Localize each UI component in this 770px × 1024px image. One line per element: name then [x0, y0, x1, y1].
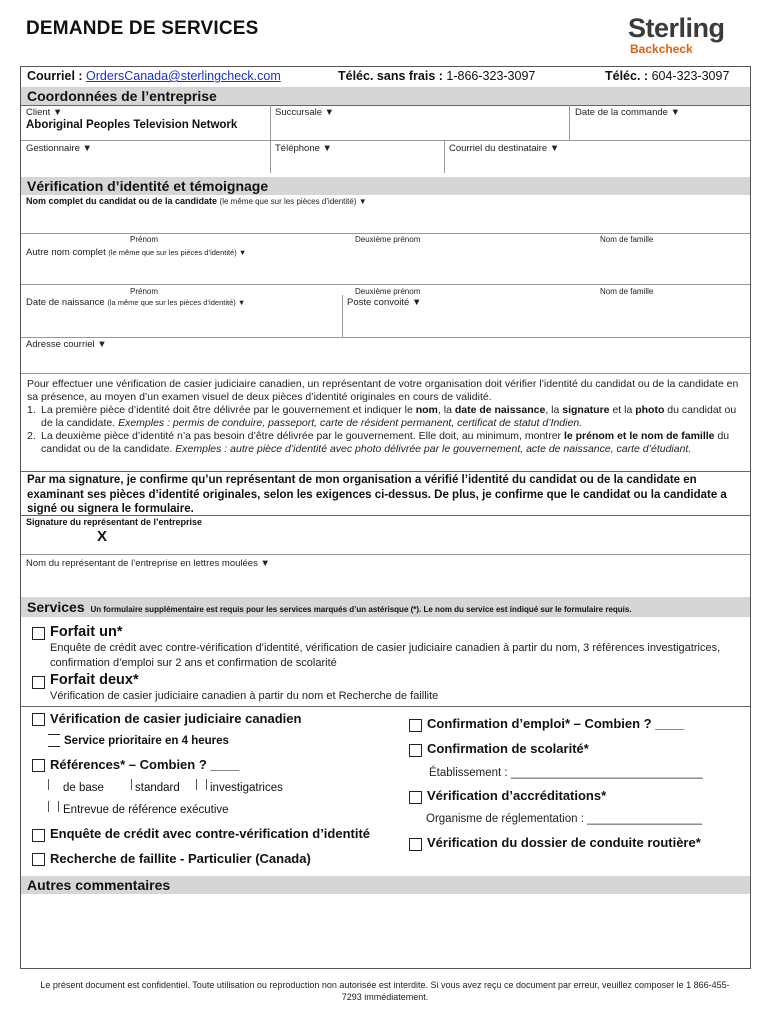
ref-exec-label: Entrevue de référence exécutive: [63, 804, 229, 816]
id-item-2: 2. La deuxième pièce d’identité n’a pas besoin d’être délivrée par le gouvernement. Elle doit, au minimum, montrer le prénom et le nom de famille du candidat ou de la candidate. Exemples : autre pièce d’identité avec photo délivrée par le gouvernement, acte de naissance, carte d’étudiant.: [27, 430, 730, 455]
references-label: Références* – Combien ? ____: [50, 757, 240, 772]
item1-photo: photo: [635, 404, 665, 416]
company-section-header: Coordonnées de l’entreprise: [21, 87, 750, 105]
services-note: Un formulaire supplémentaire est requis pour les services marqués d’un astérisque (*). Le nom du service est indiqué sur le formulaire requis.: [90, 605, 632, 614]
client-label: Client ▼: [26, 107, 63, 118]
item1-sep3: et la: [612, 404, 633, 416]
candidate-email-label[interactable]: Adresse courriel ▼: [26, 339, 107, 350]
education-checkbox[interactable]: [409, 744, 422, 757]
identity-section-header: Vérification d’identité et témoignage: [21, 177, 750, 195]
priority-checkbox-stub[interactable]: [48, 734, 60, 735]
logo-sub-text: Backcheck: [630, 42, 693, 56]
education-label: Confirmation de scolarité*: [427, 741, 589, 756]
item1-signature: signature: [562, 404, 610, 416]
item1-post: du candidat ou de la candidate.: [41, 404, 737, 429]
item1-name: nom: [415, 404, 438, 416]
first-name-sublabel: Prénom: [130, 235, 159, 244]
institution-field[interactable]: Établissement : ______________________________: [429, 767, 703, 779]
ref-basic-checkbox[interactable]: [48, 779, 49, 790]
dob-label-text: Date de naissance: [26, 297, 105, 308]
confidentiality-footer: Le présent document est confidentiel. Toute utilisation ou reproduction non autorisée est interdite. Si vous avez reçu ce document par erreur, veuillez composer le 1 866-455-7293 immédiatement.: [40, 980, 730, 1002]
bankruptcy-label: Recherche de faillite - Particulier (Canada): [50, 851, 311, 866]
fax-label: Téléc. :: [605, 69, 649, 83]
package1-label: Forfait un*: [50, 624, 123, 640]
item1-pre: La première pièce d’identité doit être délivrée par le gouvernement et indiquer le: [41, 404, 413, 416]
package2-description: Vérification de casier judiciaire canadien à partir du nom et Recherche de faillite: [50, 690, 439, 702]
bankruptcy-checkbox[interactable]: [32, 853, 45, 866]
id-instructions: [27, 378, 745, 456]
full-name-note[interactable]: (le même que sur les pièces d’identité) ▼: [219, 197, 367, 206]
id-item-1: 1. La première pièce d’identité doit être délivrée par le gouvernement et indiquer le nom, la date de naissance, la signature et la photo du candidat ou de la candidate. Exemples : permis de conduire, passeport, carte de résident permanent, certificat de statut d’Indien.: [27, 404, 737, 429]
dob-label[interactable]: [26, 297, 245, 308]
services-title: Services: [27, 599, 85, 615]
ref-exec-checkbox-edge: [58, 801, 59, 812]
contact-email: [27, 69, 281, 83]
client-value[interactable]: Aboriginal Peoples Television Network: [26, 119, 238, 131]
references-checkbox[interactable]: [32, 759, 45, 772]
page-title: DEMANDE DE SERVICES: [26, 18, 259, 39]
credentials-checkbox[interactable]: [409, 791, 422, 804]
credit-checkbox[interactable]: [32, 829, 45, 842]
package2-label: Forfait deux*: [50, 672, 139, 688]
driving-record-label: Vérification du dossier de conduite routière*: [427, 835, 701, 850]
order-date-label[interactable]: Date de la commande ▼: [575, 107, 680, 118]
other-last-sublabel: Nom de famille: [600, 287, 654, 296]
print-name-label[interactable]: Nom du représentant de l’entreprise en lettres moulées ▼: [26, 558, 270, 569]
full-name-label: [26, 196, 367, 206]
ref-standard-checkbox[interactable]: [131, 779, 132, 790]
driving-record-checkbox[interactable]: [409, 838, 422, 851]
sterling-backcheck-logo: [628, 14, 744, 60]
tollfree-label: Téléc. sans frais :: [338, 69, 443, 83]
comments-section-header: Autres commentaires: [21, 876, 750, 894]
last-name-sublabel: Nom de famille: [600, 235, 654, 244]
email-link[interactable]: OrdersCanada@sterlingcheck.com: [86, 69, 281, 83]
recipient-email-label[interactable]: Courriel du destinataire ▼: [449, 143, 560, 154]
item1-dob: date de naissance: [454, 404, 546, 416]
other-name-note: (le même que sur les pièces d’identité) ▼: [108, 248, 247, 257]
full-name-label-text: Nom complet du candidat ou de la candidate: [26, 196, 218, 206]
signature-x[interactable]: X: [97, 528, 108, 545]
ref-invest-label: investigatrices: [210, 782, 283, 794]
package2-checkbox[interactable]: [32, 676, 45, 689]
ref-standard-label: standard: [135, 782, 180, 794]
other-first-sublabel: Prénom: [130, 287, 159, 296]
package1-description: Enquête de crédit avec contre-vérification d’identité, vérification de casier judiciaire canadien à partir du nom, 3 références investigatrices, confirmation d’emploi sur 2 ans et confirmation de scolarité: [50, 642, 721, 669]
position-label[interactable]: Poste convoité ▼: [347, 297, 422, 308]
priority-label: Service prioritaire en 4 heures: [64, 735, 229, 747]
credentials-label: Vérification d’accréditations*: [427, 788, 607, 803]
credit-label: Enquête de crédit avec contre-vérification d’identité: [50, 826, 371, 841]
middle-name-sublabel: Deuxième prénom: [355, 235, 421, 244]
other-name-label[interactable]: [26, 247, 246, 258]
criminal-check-checkbox[interactable]: [32, 713, 45, 726]
priority-checkbox-line: [48, 746, 60, 747]
other-middle-sublabel: Deuxième prénom: [355, 287, 421, 296]
phone-label[interactable]: Téléphone ▼: [275, 143, 332, 154]
regbody-field[interactable]: Organisme de réglementation : __________________: [426, 813, 703, 825]
id-intro-text: Pour effectuer une vérification de casier judiciaire canadien, un représentant de votre organisation doit vérifier l’identité du candidat ou de la candidate en sa présence, au moyen d’un examen visuel de deux pièces d’identité originales en cours de validité.: [27, 378, 739, 403]
fax-value: 604-323-3097: [651, 69, 730, 83]
ref-invest-checkbox[interactable]: [196, 779, 197, 790]
criminal-check-label: Vérification de casier judiciaire canadien: [50, 711, 302, 726]
item2-examples: Exemples : autre pièce d’identité avec photo délivrée par le gouvernement, acte de naissance, carte d’étudiant.: [175, 443, 692, 455]
email-label: Courriel :: [27, 69, 83, 83]
ref-invest-checkbox-edge: [206, 779, 207, 790]
item2-names: le prénom et le nom de famille: [563, 430, 715, 442]
ref-basic-label: de base: [63, 782, 104, 794]
employment-checkbox[interactable]: [409, 719, 422, 732]
dob-note: (la même que sur les pièces d’identité) ▼: [107, 298, 246, 307]
item1-examples: Exemples : permis de conduire, passeport, carte de résident permanent, certificat de statut d’Indien.: [118, 417, 583, 429]
tollfree-value: 1-866-323-3097: [446, 69, 536, 83]
item1-sep2: , la: [545, 404, 560, 416]
comments-textarea[interactable]: [22, 895, 749, 967]
manager-label[interactable]: Gestionnaire ▼: [26, 143, 92, 154]
item1-sep1: , la: [437, 404, 452, 416]
ref-exec-checkbox[interactable]: [48, 801, 49, 812]
signature-label: Signature du représentant de l’entreprise: [26, 517, 203, 527]
logo-main-text: Sterling: [628, 13, 725, 43]
item2-post: du candidat ou de la candidate.: [41, 430, 730, 455]
contact-tollfree: [338, 69, 535, 83]
attestation-text: Par ma signature, je confirme qu’un représentant de mon organisation a vérifié l’identité du candidat ou de la candidate en examinant ses pièces d’identité originales, selon les exigences ci-dessus. De plus, je confirme que le candidat ou la candidate a signé ou signera le formulaire.: [27, 474, 727, 515]
branch-label[interactable]: Succursale ▼: [275, 107, 335, 118]
services-section-header: [21, 597, 750, 617]
contact-fax: [605, 69, 729, 83]
employment-label: Confirmation d’emploi* – Combien ? ____: [427, 716, 685, 731]
item2-pre: La deuxième pièce d’identité n’a pas besoin d’être délivrée par le gouvernement. Elle doit, au minimum, montrer: [41, 430, 562, 442]
other-name-label-text: Autre nom complet: [26, 247, 106, 258]
package1-checkbox[interactable]: [32, 627, 45, 640]
